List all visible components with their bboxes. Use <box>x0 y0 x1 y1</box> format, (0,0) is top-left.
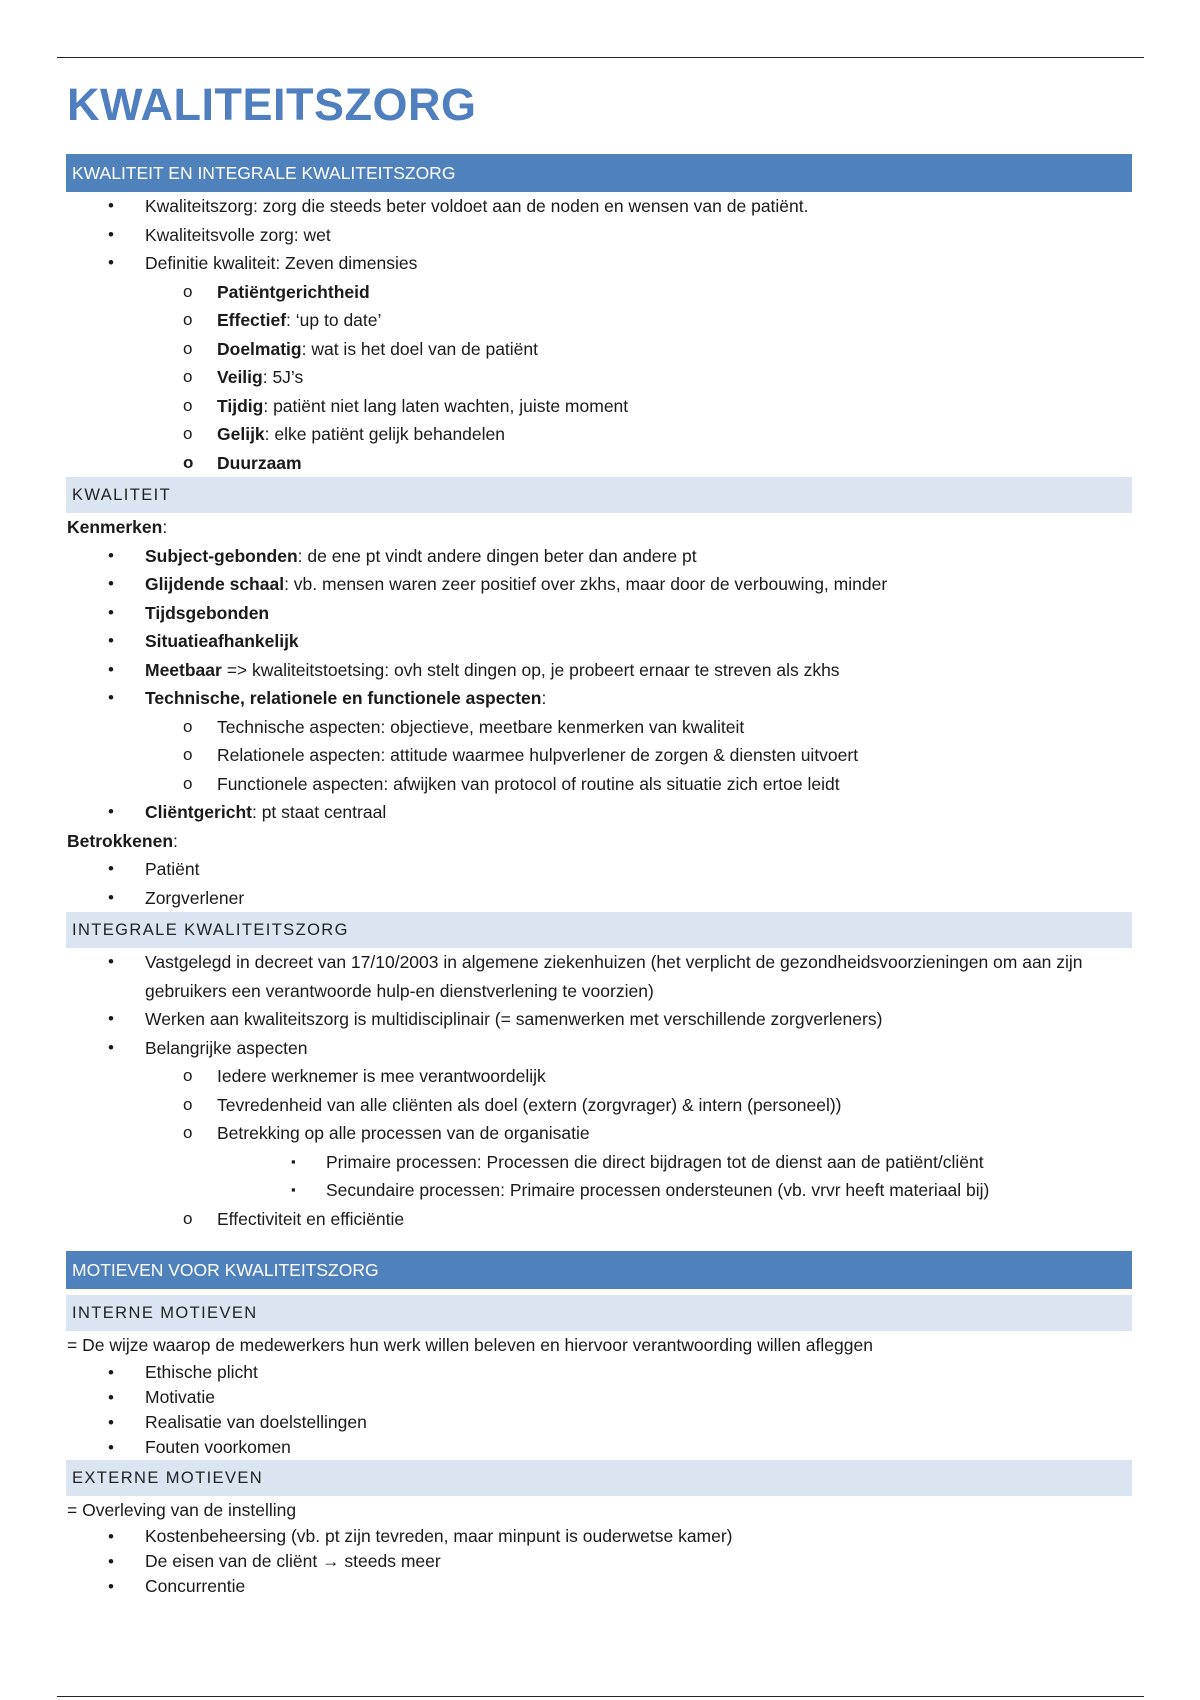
list-item: • Subject-gebonden: de ene pt vindt andere dingen beter dan andere pt <box>67 542 1133 571</box>
list-item: o Relationele aspecten: attitude waarmee hulpverlener de zorgen & diensten uitvoert <box>67 741 1133 770</box>
list-item: ▪ Primaire processen: Processen die direct bijdragen tot de dienst aan de patiënt/cliënt <box>67 1148 1133 1177</box>
list-item: o Betrekking op alle processen van de organisatie <box>67 1119 1133 1148</box>
list-item: • Belangrijke aspecten <box>67 1034 1133 1063</box>
list-item: o Effectief: ‘up to date’ <box>67 306 1133 335</box>
list-item: • Zorgverlener <box>67 884 1133 913</box>
bullet-icon: • <box>108 1577 114 1596</box>
list-item: • Situatieafhankelijk <box>67 627 1133 656</box>
intro-text: = Overleving van de instelling <box>67 1499 297 1520</box>
circle-bullet-icon: o <box>183 745 193 764</box>
circle-bullet-icon: o <box>183 424 193 443</box>
list-item: o Duurzaam <box>67 449 1133 478</box>
intro-text: = De wijze waarop de medewerkers hun werk willen beleven en hiervoor verantwoording willen afleggen <box>67 1335 873 1355</box>
list-item: • Realisatie van doelstellingen <box>67 1410 1133 1435</box>
section-header-integrale-kwaliteitszorg: INTEGRALE KWALITEITSZORG <box>66 912 1132 948</box>
circle-bullet-icon: o <box>183 281 193 301</box>
circle-bullet-icon: o <box>183 1066 193 1085</box>
bullet-icon: • <box>108 1552 114 1571</box>
list-item: ▪ Secundaire processen: Primaire processen ondersteunen (vb. vrvr heeft materiaal bij) <box>67 1176 1133 1205</box>
list-item: • Kostenbeheersing (vb. pt zijn tevreden, maar minpunt is ouderwetse kamer) <box>67 1524 1133 1549</box>
list-item: o Functionele aspecten: afwijken van protocol of routine als situatie zich ertoe leidt <box>67 770 1133 799</box>
circle-bullet-icon: o <box>183 1208 193 1228</box>
list-item: • Technische, relationele en functionele aspecten: <box>67 684 1133 713</box>
bottom-rule <box>57 1696 1144 1697</box>
bullet-icon: • <box>108 196 114 215</box>
document-body <box>67 72 1133 1599</box>
list-item: • De eisen van de cliënt → steeds meer <box>67 1549 1133 1574</box>
list-item: • Motivatie <box>67 1385 1133 1410</box>
section-header-motieven: MOTIEVEN VOOR KWALITEITSZORG <box>66 1251 1132 1289</box>
subheading-kenmerken: Kenmerken: <box>67 517 168 537</box>
list-item: o Doelmatig: wat is het doel van de patiënt <box>67 335 1133 364</box>
bullet-icon: • <box>108 887 114 907</box>
list-item: • Cliëntgericht: pt staat centraal <box>67 798 1133 827</box>
circle-bullet-icon: o <box>183 395 193 415</box>
bullet-icon: • <box>108 602 114 622</box>
bullet-icon: • <box>108 1527 114 1546</box>
bullet-icon: • <box>108 1009 114 1028</box>
list-item: • Kwaliteitsvolle zorg: wet <box>67 221 1133 250</box>
list-item: o Effectiviteit en efficiëntie <box>67 1205 1133 1234</box>
page-title: KWALITEITSZORG <box>67 79 477 130</box>
bullet-icon: • <box>108 545 114 565</box>
section-header-externe-motieven: EXTERNE MOTIEVEN <box>66 1460 1132 1496</box>
bullet-icon: • <box>108 1437 114 1457</box>
bullet-icon: • <box>108 631 114 650</box>
circle-bullet-icon: o <box>183 773 193 793</box>
bullet-icon: • <box>108 859 114 878</box>
bullet-icon: • <box>108 952 114 971</box>
bullet-icon: • <box>108 574 114 593</box>
list-item: • Vastgelegd in decreet van 17/10/2003 in algemene ziekenhuizen (het verplicht de gezondheidsvoorzieningen om aan zijn gebruikers een verantwoorde hulp-en dienstverlening te voorzien) <box>67 948 1133 1005</box>
section-header-kwaliteit-en-integrale: KWALITEIT EN INTEGRALE KWALITEITSZORG <box>66 154 1132 192</box>
bullet-icon: • <box>108 224 114 244</box>
circle-bullet-icon: o <box>183 1094 193 1114</box>
section-header-interne-motieven: INTERNE MOTIEVEN <box>66 1295 1132 1331</box>
circle-bullet-icon: o <box>183 338 193 358</box>
bullet-icon: • <box>108 688 114 707</box>
bullet-icon: • <box>108 1362 114 1382</box>
list-item: o Patiëntgerichtheid <box>67 278 1133 307</box>
list-item: • Glijdende schaal: vb. mensen waren zeer positief over zkhs, maar door de verbouwing, minder <box>67 570 1133 599</box>
list-item: o Iedere werknemer is mee verantwoordelijk <box>67 1062 1133 1091</box>
list-item: • Fouten voorkomen <box>67 1435 1133 1460</box>
circle-bullet-icon: o <box>183 716 193 736</box>
square-bullet-icon: ▪ <box>291 1182 296 1197</box>
list-item: • Meetbaar => kwaliteitstoetsing: ovh stelt dingen op, je probeert ernaar te streven als zkhs <box>67 656 1133 685</box>
list-item: • Concurrentie <box>67 1574 1133 1599</box>
bullet-icon: • <box>108 1412 114 1432</box>
circle-bullet-icon: o <box>183 310 193 329</box>
circle-bullet-icon: o <box>183 1123 193 1142</box>
list-item: • Tijdsgebonden <box>67 599 1133 628</box>
list-item: • Ethische plicht <box>67 1360 1133 1385</box>
circle-bullet-icon: o <box>183 452 194 472</box>
list-item: o Gelijk: elke patiënt gelijk behandelen <box>67 420 1133 449</box>
list-item: o Veilig: 5J’s <box>67 363 1133 392</box>
spacer <box>67 1233 1133 1251</box>
bullet-icon: • <box>108 253 114 272</box>
bullet-icon: • <box>108 659 114 679</box>
top-rule <box>57 57 1144 58</box>
list-item: • Kwaliteitszorg: zorg die steeds beter voldoet aan de noden en wensen van de patiënt. <box>67 192 1133 221</box>
subheading-betrokkenen: Betrokkenen: <box>67 830 178 851</box>
list-item: o Technische aspecten: objectieve, meetbare kenmerken van kwaliteit <box>67 713 1133 742</box>
circle-bullet-icon: o <box>183 367 193 386</box>
square-bullet-icon: ▪ <box>291 1153 296 1169</box>
list-item: • Patiënt <box>67 855 1133 884</box>
bullet-icon: • <box>108 1037 114 1057</box>
section-header-kwaliteit: KWALITEIT <box>66 477 1132 513</box>
list-item: • Werken aan kwaliteitszorg is multidisciplinair (= samenwerken met verschillende zorgverleners) <box>67 1005 1133 1034</box>
bullet-icon: • <box>108 1387 114 1407</box>
list-item: o Tevredenheid van alle cliënten als doel (extern (zorgvrager) & intern (personeel)) <box>67 1091 1133 1120</box>
list-item: o Tijdig: patiënt niet lang laten wachten, juiste moment <box>67 392 1133 421</box>
list-item: • Definitie kwaliteit: Zeven dimensies <box>67 249 1133 278</box>
bullet-icon: • <box>108 802 114 821</box>
